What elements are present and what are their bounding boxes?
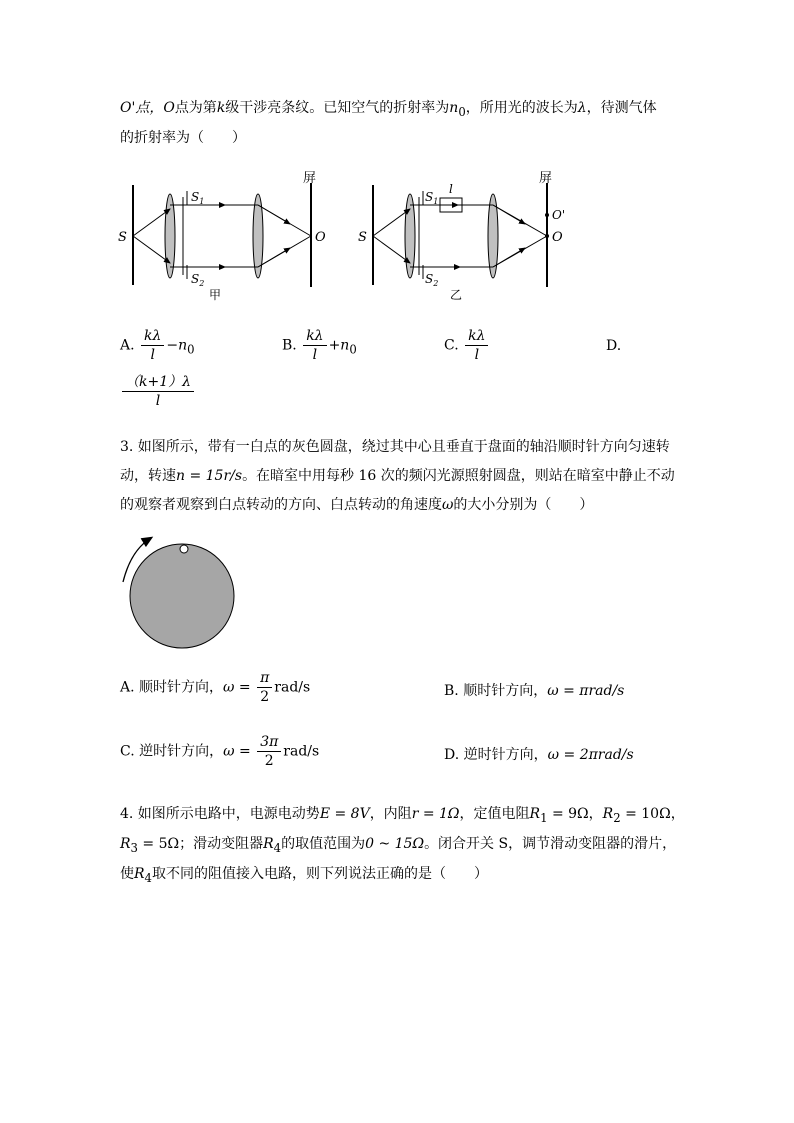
- fig2-l-label: l: [449, 182, 453, 196]
- q4-stem-line3: 使$R_4$取不同的阻值接入电路，则下列说法正确的是（ ）: [120, 866, 488, 885]
- rotating-disk-figure: [115, 530, 255, 660]
- q4-stem-line2: $R_3 = 5\Omega$；滑动变阻器$R_4$的取值范围为0 ~ 15Ω。闭合开关 S，调节滑动变阻器的滑片，: [120, 836, 677, 855]
- interference-diagram-yi: [355, 165, 575, 305]
- q2-option-b[interactable]: B. $\frac{k\lambda}{l}$ $+n_0$: [282, 328, 357, 363]
- q2-stem-line2: 的折射率为（ ）: [120, 130, 246, 146]
- q3-option-c[interactable]: C. 逆时针方向，ω = $\frac{3\pi}{2}$ rad/s: [120, 734, 320, 769]
- fig1-o-label: O: [315, 230, 326, 245]
- fig1-s2-label: $S_2$: [191, 272, 205, 288]
- q2-option-a[interactable]: A. $\frac{k\lambda}{l}$ $-n_0$: [120, 328, 195, 363]
- fig2-s2-label: $S_2$: [425, 272, 439, 288]
- q4-stem-line1: 4. 如图所示电路中，电源电动势E = 8V，内阻r = 1Ω，定值电阻$R_1 = 9\Omega$，$R_2 = 10\Omega$，: [120, 806, 685, 825]
- q2-option-c[interactable]: C. $\frac{k\lambda}{l}$: [444, 328, 490, 363]
- q2-option-d-label[interactable]: D.: [606, 338, 622, 354]
- fig2-o-prime-label: O': [552, 208, 566, 222]
- q3-stem-line2: 动，转速n = 15r/s。在暗室中用每秒 16 次的频闪光源照射圆盘，则站在暗室中静止不动: [120, 468, 675, 484]
- fig2-o-label: O: [552, 230, 563, 245]
- fig1-s1-label: $S_1$: [191, 190, 205, 206]
- q2-option-d-formula: $\frac{(k+1)\lambda}{l}$: [120, 374, 196, 409]
- fig1-caption: 甲: [209, 288, 222, 302]
- fig2-s1-label: $S_1$: [425, 190, 439, 206]
- q3-option-a[interactable]: A. 顺时针方向，ω = $\frac{\pi}{2}$ rad/s: [120, 670, 311, 705]
- interference-diagram-jia: [115, 165, 335, 305]
- q3-stem-line3: 的观察者观察到白点转动的方向、白点转动的角速度ω的大小分别为（ ）: [120, 497, 594, 513]
- q3-stem-line1: 3. 如图所示，带有一白点的灰色圆盘，绕过其中心且垂直于盘面的轴沿顺时针方向匀速转: [120, 439, 670, 455]
- fig2-screen-label: 屏: [539, 171, 553, 186]
- q3-option-b[interactable]: B. 顺时针方向，ω = πrad/s: [444, 683, 625, 699]
- fig2-source-label: S: [358, 230, 367, 245]
- white-dot: [180, 545, 188, 553]
- fig1-screen-label: 屏: [303, 171, 317, 186]
- gray-disk: [130, 544, 234, 648]
- q2-stem-line1: O'点，O点为第k级干涉亮条纹。已知空气的折射率为$n_0$，所用光的波长为λ，待测气体: [120, 100, 657, 119]
- fig1-source-label: S: [118, 230, 127, 245]
- q3-option-d[interactable]: D. 逆时针方向，ω = 2πrad/s: [444, 747, 634, 763]
- fig2-caption: 乙: [450, 288, 463, 302]
